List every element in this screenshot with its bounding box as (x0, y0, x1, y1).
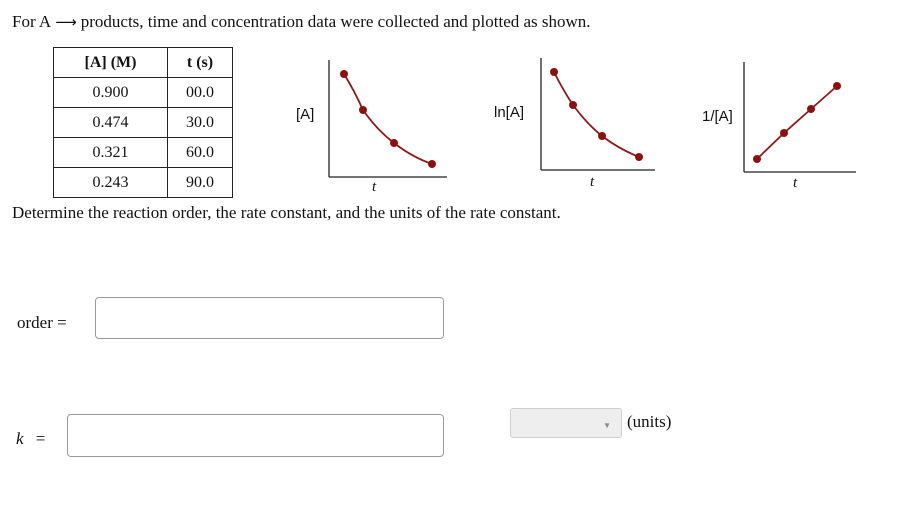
data-point (359, 106, 367, 114)
data-curve (554, 72, 639, 157)
question-text: Determine the reaction order, the rate constant, and the units of the rate constant. (12, 203, 561, 222)
plot-ln-concentration-vs-time (539, 58, 657, 174)
cell-time: 90.0 (168, 168, 233, 198)
intro-prefix: For A (12, 12, 52, 31)
table-row (54, 138, 233, 168)
plot-concentration-vs-time (327, 60, 449, 180)
intro-suffix: products, time and concentration data were collected and plotted as shown. (80, 12, 591, 31)
plot-ln-xlabel: t (590, 174, 595, 190)
data-point (428, 160, 436, 168)
data-point (780, 129, 788, 137)
cell-time: 00.0 (168, 78, 233, 108)
plot-a-xlabel: t (372, 179, 377, 195)
cell-time: 60.0 (168, 138, 233, 168)
intro-text (12, 12, 591, 32)
data-line (757, 86, 837, 159)
k-label (16, 429, 45, 449)
data-point (390, 139, 398, 147)
rate-constant-input[interactable] (67, 414, 444, 457)
plot-inverse-xlabel: t (793, 175, 798, 191)
data-point (635, 153, 643, 161)
header-concentration: [A] (M) (54, 48, 168, 78)
cell-concentration: 0.474 (54, 108, 168, 138)
data-point (807, 105, 815, 113)
data-point (598, 132, 606, 140)
cell-concentration: 0.321 (54, 138, 168, 168)
plot-inverse-ylabel: 1/[A] (702, 108, 733, 125)
order-label: order = (17, 313, 67, 332)
data-point (833, 82, 841, 90)
cell-concentration: 0.900 (54, 78, 168, 108)
order-input[interactable] (95, 297, 444, 339)
table-header-row (54, 48, 233, 78)
header-time: t (s) (168, 48, 233, 78)
table-row (54, 78, 233, 108)
table-row (54, 168, 233, 198)
concentration-time-table (53, 47, 233, 198)
cell-time: 30.0 (168, 108, 233, 138)
plot-a-ylabel: [A] (296, 106, 315, 123)
data-point (340, 70, 348, 78)
reaction-arrow: ⟶ (55, 13, 77, 31)
data-point (569, 101, 577, 109)
data-curve (344, 74, 432, 164)
units-dropdown[interactable] (510, 408, 622, 438)
plot-ln-ylabel: ln[A] (494, 104, 525, 121)
table-row (54, 108, 233, 138)
data-point (753, 155, 761, 163)
k-symbol: k (16, 429, 24, 448)
k-equals: = (35, 429, 46, 448)
data-point (550, 68, 558, 76)
cell-concentration: 0.243 (54, 168, 168, 198)
chevron-down-icon: ▼ (603, 421, 611, 430)
units-label: (units) (627, 412, 672, 431)
plot-inverse-concentration-vs-time (742, 62, 858, 176)
